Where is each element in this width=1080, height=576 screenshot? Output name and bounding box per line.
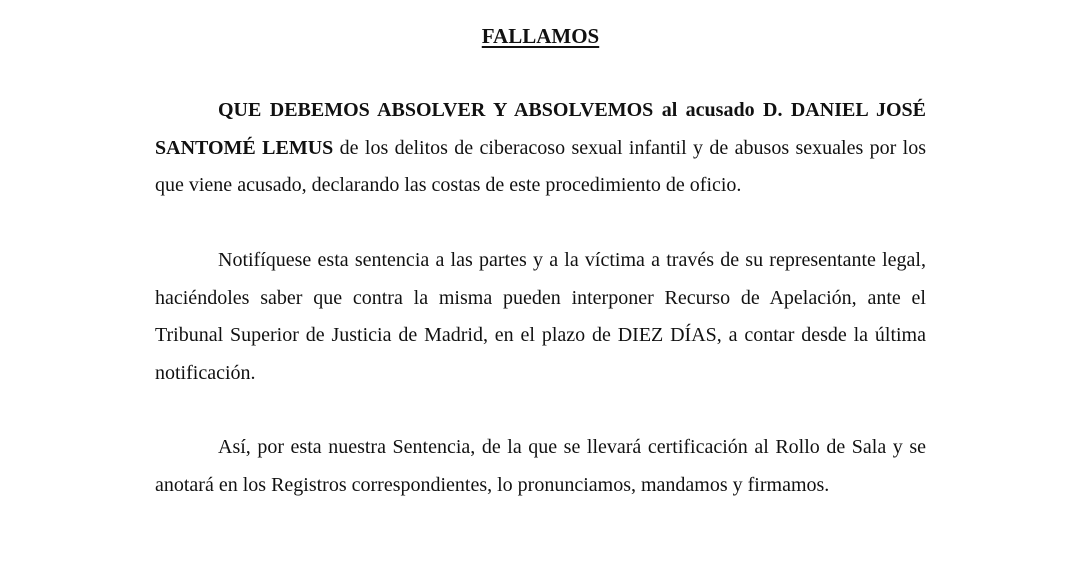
verdict-text: de los delitos de ciberacoso sexual infantil y de abusos sexuales por los que viene acusado, declarando las costas de este procedimiento de oficio. <box>155 136 926 196</box>
section-heading: FALLAMOS <box>481 24 600 48</box>
verdict-paragraph <box>155 92 926 205</box>
notification-paragraph: Notifíquese esta sentencia a las partes y a la víctima a través de su representante legal, haciéndoles saber que contra la misma pueden interponer Recurso de Apelación, ante el Tribunal Superior de Justicia de Madrid, en el plazo de DIEZ DÍAS, a contar desde la última notificación. <box>155 249 926 384</box>
verdict-bold-lead: QUE DEBEMOS ABSOLVER Y ABSOLVEMOS al acusado D. DANIEL JOSÉ SANTOMÉ LEMUS <box>155 99 926 159</box>
closing-paragraph: Así, por esta nuestra Sentencia, de la que se llevará certificación al Rollo de Sala y se anotará en los Registros correspondientes, lo pronunciamos, mandamos y firmamos. <box>155 436 926 496</box>
